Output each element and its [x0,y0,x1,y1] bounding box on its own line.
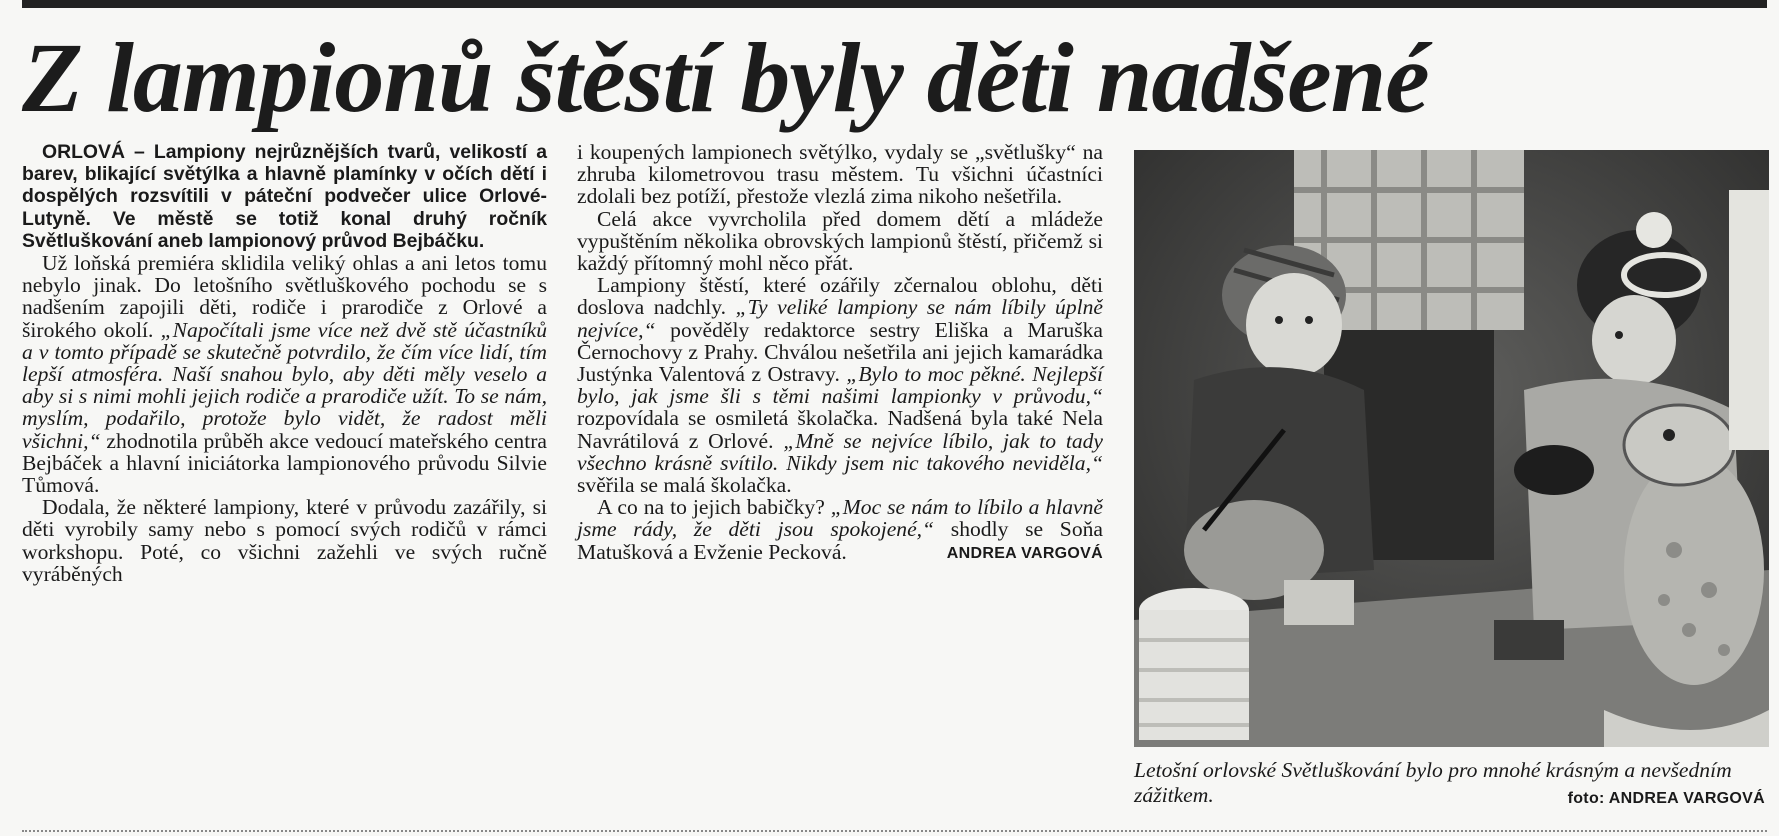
top-rule [22,0,1767,8]
p4-quote-3: „Mně se nejvíce líbilo, jak to tady všechno krásně svítilo. Nikdy jsem nic takového neviděla,“ [577,428,1104,475]
author-byline: ANDREA VARGOVÁ [946,544,1103,562]
paragraph-2-continued: i koupených lampionech světýlko, vydaly se „světlušky“ na zhruba kilometrovou trasu městem. Tu všichni účastníci zdolali bez potíží, přestože vlezlá zima nikoho nešetřila. [577,140,1103,209]
p5-text: A co na to jejich babičky? [597,495,831,520]
article-column-2 [577,141,1103,565]
p4-quote-2: „Bylo to moc pěkné. Nejlepší bylo, jak jsme šli s těmi našimi lampionky v průvodu,“ [577,362,1104,409]
paragraph-1 [22,252,547,496]
photo-credit: foto: ANDREA VARGOVÁ [1567,790,1765,807]
paragraph-3: Celá akce vyvrcholila před domem dětí a mládeže vypuštěním několika obrovských lampionů štěstí, přičemž si každý přítomný mohl něco přát. [577,206,1103,276]
p1-text: Už loňská premiéra sklidila veliký ohlas a ani letos tomu nebylo jinak. Do letošního světluškového pochodu se s nadšením zapojili děti, rodiče i prarodiče z Orlové a širokého okolí. [22,251,547,342]
paragraph-2: Dodala, že některé lampiony, které v průvodu zazářily, si děti vyrobily samy nebo s pomocí svých rodičů v rámci workshopu. Poté, co všichni zažehli ve svých ručně vyráběných [22,495,547,586]
paragraph-5 [577,496,1103,563]
photo-illustration [1134,150,1769,747]
headline: Z lampionů štěstí byly děti nadšené [22,22,1429,133]
p5-end: shodly se Soňa Matušková a Evženie Pecková. [577,517,1103,564]
p1-end: zhodnotila průběh akce vedoucí mateřského centra Bejbáček a hlavní iniciátorka lampionového průvodu Silvie Tůmová. [22,428,547,498]
p4-text-3: rozpovídala se osmiletá školačka. Nadšená byla také Nela Navrátilová z Orlové. [577,406,1103,453]
p4-text-4: svěřila se malá školačka. [577,473,792,498]
p4-text-2: pověděly redaktorce sestry Eliška a Maruška Černochovy z Prahy. Chválou nešetřila ani jejich kamarádka Justýnka Valentová z Ostravy. [577,317,1103,387]
p1-quote: „Napočítali jsme více než dvě stě účastníků a v tomto případě se skutečně potvrdilo, že čím více lidí, tím lepší atmosféra. Naší snahou bylo, aby děti měly veselo a aby si s nimi mohli jejich rodiče a prarodiče užít. To se nám, myslím, podařilo, protože bylo vidět, že radost měli všichni,“ [22,317,548,453]
p4-quote-1: „Ty veliké lampiony se nám líbily úplně nejvíce,“ [577,295,1103,342]
article-column-1 [22,141,547,585]
article-lead: ORLOVÁ – Lampiony nejrůznějších tvarů, velikostí a barev, blikající světýlka a hlavně plamínky v očích dětí i dospělých rozsvítili v páteční podvečer ulice Orlové-Lutyně. Ve městě se totiž konal druhý ročník Světluškování aneb lampionový průvod Bejbáčku. [22,141,547,252]
p4-text: Lampiony štěstí, které ozářily zčernalou oblohu, děti doslova nadchly. [577,273,1103,320]
photo-caption: Letošní orlovské Světluškování bylo pro mnohé krásným a nevšedním zážitkem. [1134,758,1732,807]
paragraph-4 [577,274,1103,496]
article-photo [1134,150,1769,747]
p5-quote: „Moc se nám to líbilo a hlavně jsme rády, že děti jsou spokojené,“ [577,495,1103,542]
bottom-rule [22,830,1767,832]
